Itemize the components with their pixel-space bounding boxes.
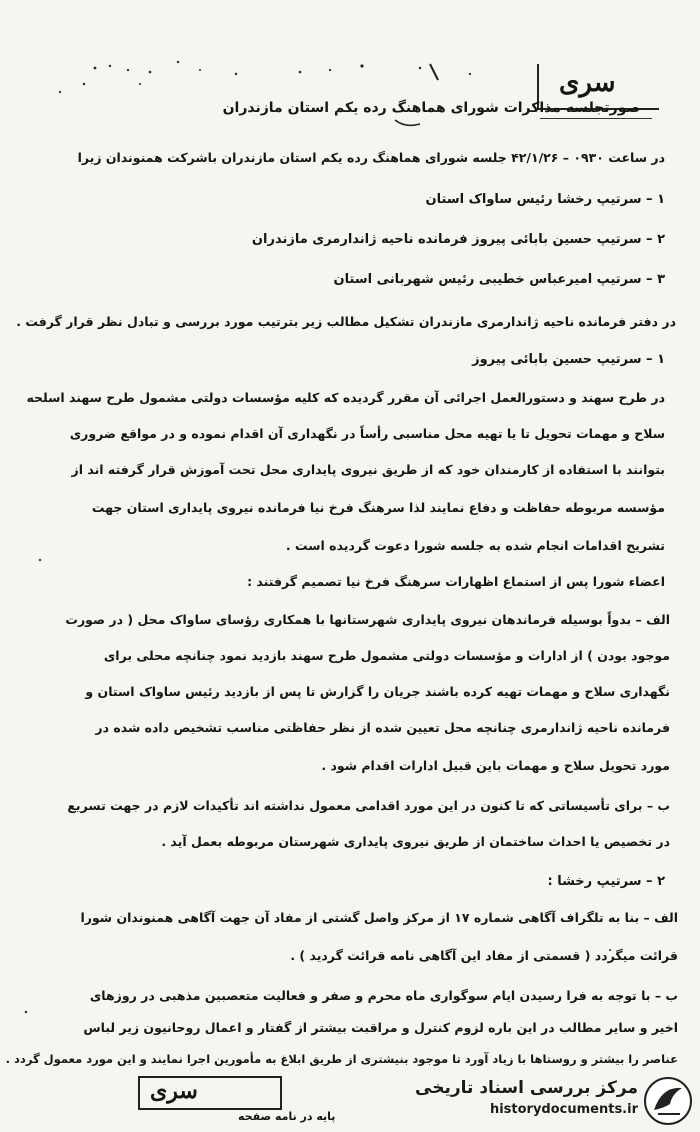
- text-line-12: اعضاء شورا پس از استماع اظهارات سرهنگ فرخ نیا تصمیم گرفتند :: [247, 574, 665, 589]
- footer-note: پایه در نامه صفحه: [238, 1110, 336, 1123]
- section-heading-2: ۲ – سرتیپ رخشا :: [547, 874, 665, 889]
- text-line-15: نگهداری سلاح و مهمات تهیه کرده باشند جریان را گزارش تا پس از بازدید رئیس ساواک استان و: [85, 684, 670, 699]
- text-line-1: در ساعت ۰۹۳۰ – ۴۲/۱/۲۶ جلسه شورای هماهنگ رده یکم استان مازندران باشرکت همنوندان زیرا: [77, 150, 665, 165]
- text-line-23: ب – با توجه به فرا رسیدن ایام سوگواری ماه محرم و صفر و فعالیت متعصبین مذهبی در روزهای: [89, 988, 678, 1003]
- text-line-21: الف – بنا به تلگراف آگاهی شماره ۱۷ از مرکز واصل گشتی از مفاد آن جهت آگاهی همنوندان شورا: [80, 910, 678, 925]
- text-line-19: در تخصیص یا احداث ساختمان از طریق نیروی پایداری شهرستان مربوطه بعمل آید .: [161, 834, 670, 849]
- attendee-2: ۲ – سرتیپ حسین بابائی پیروز فرمانده ناحیه ژاندارمری مازندران: [251, 232, 665, 247]
- text-line-8: سلاح و مهمات تحویل تا یا تهیه محل مناسبی رأساً در نگهداری آن اقدام نموده و در مواقع ضروری: [69, 426, 665, 441]
- attendee-3: ۳ – سرتیپ امیرعباس خطیبی رئیس شهربانی استان: [333, 272, 665, 287]
- text-line-5: در دفتر فرمانده ناحیه ژاندارمری مازندران تشکیل مطالب زیر بترتیب مورد بررسی و تبادل نظر قرار گرفت .: [16, 314, 676, 329]
- text-line-13: الف – بدواً بوسیله فرماندهان نیروی پایداری شهرستانها با همکاری رؤسای ساواک محل ( در صورت: [65, 612, 670, 627]
- text-line-22: قرائت میگردد ( قسمتی از مفاد این آگاهی نامه قرائت گردید ) .: [290, 948, 678, 963]
- text-line-16: فرمانده ناحیه ژاندارمری چنانچه محل تعیین شده از نظر حفاظتی مناسب تشخیص داده شده در: [95, 720, 670, 735]
- text-line-17: مورد تحویل سلاح و مهمات باین قبیل ادارات اقدام شود .: [321, 758, 670, 773]
- archive-logo-icon: [642, 1076, 694, 1126]
- text-line-10: مؤسسه مربوطه حفاظت و دفاع نمایند لذا سرهنگ فرخ نیا فرمانده نیروی پایداری استان جهت: [91, 500, 665, 515]
- classification-stamp-text: سری: [150, 1078, 198, 1104]
- text-line-24: اخیر و سایر مطالب در این باره لزوم کنترل و مراقبت بیشتر از گفتار و اعمال روحانیون زیر لباس: [83, 1020, 678, 1035]
- watermark-title: مرکز بررسی اسناد تاریخی: [415, 1078, 638, 1098]
- text-line-9: بتوانند با استفاده از کارمندان خود که از طریق نیروی پایداری محل تحت آموزش قرار گرفته اند از: [71, 462, 665, 477]
- attendee-1: ۱ – سرتیپ رخشا رئیس ساواک استان: [425, 192, 665, 207]
- classification-stamp-text: سری: [559, 68, 616, 98]
- watermark-url: historydocuments.ir: [489, 1102, 638, 1117]
- text-line-18: ب – برای تأسیساتی که تا کنون در این مورد اقدامی معمول نداشته اند تأکیدات لازم در جهت تسریع: [67, 798, 670, 813]
- text-line-14: موجود بودن ) از ادارات و مؤسسات دولتی مشمول طرح سهند بازدید نمود چنانچه محلی برای: [103, 648, 670, 663]
- section-heading-1: ۱ – سرتیپ حسین بابائی پیروز: [472, 352, 665, 367]
- text-line-7: در طرح سهند و دستورالعمل اجرائی آن مقرر گردیده که کلیه مؤسسات دولتی مشمول طرح سهند اسلحه: [26, 390, 665, 405]
- classification-stamp-bottom: [138, 1076, 282, 1110]
- text-line-11: تشریح اقدامات انجام شده به جلسه شورا دعوت گردیده است .: [285, 538, 665, 553]
- document-title: صورتجلسه مذاکرات شورای هماهنگ رده یکم استان مازندران: [222, 100, 640, 116]
- text-line-25: عناصر را بیشتر و روستاها با زیاد آورد تا موجود بنیشتری از طریق ابلاغ به مأمورین اجرا نمایند و این مورد معمول گردد .: [5, 1052, 678, 1066]
- watermark: [415, 1076, 696, 1126]
- title-underline: [540, 118, 652, 119]
